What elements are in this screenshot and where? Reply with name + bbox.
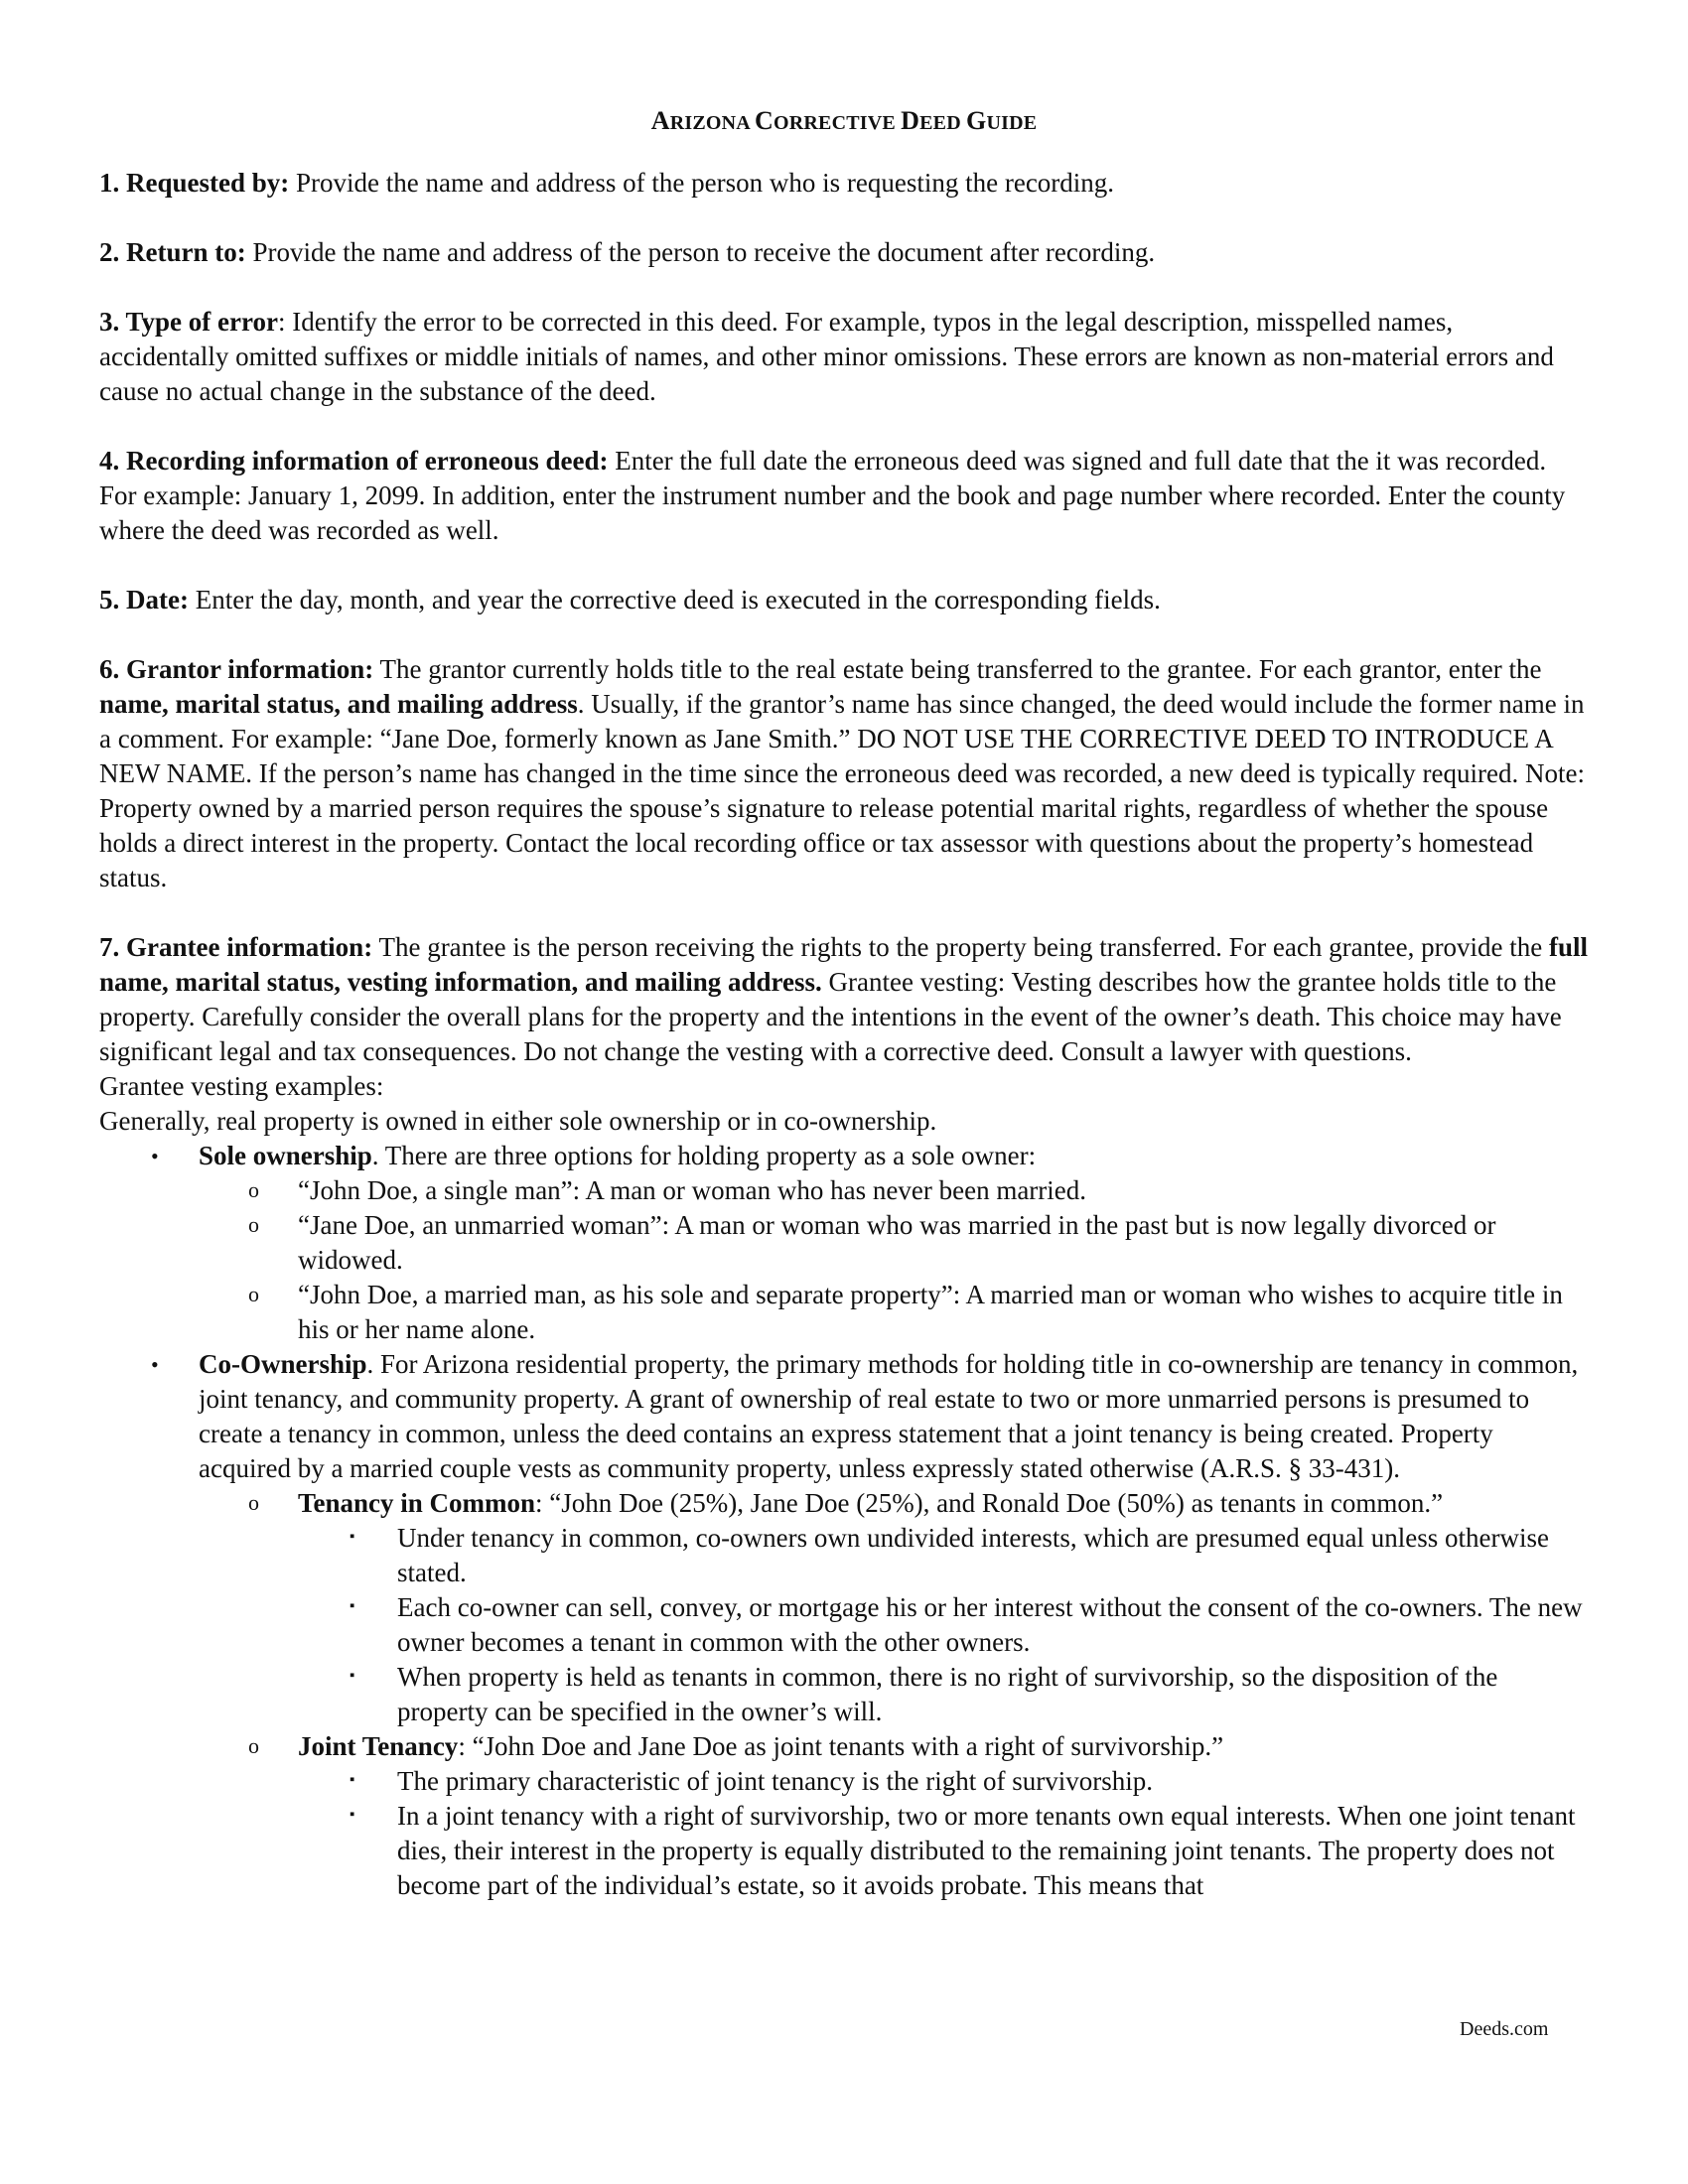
section-requested-by bbox=[99, 166, 1589, 201]
title-part: ORRECTIVE bbox=[773, 112, 902, 134]
title-part: C bbox=[755, 106, 774, 135]
square-bullet-icon: ▪ bbox=[350, 1772, 355, 1788]
item-text: “John Doe, a single man”: A man or woman who has never been married. bbox=[298, 1175, 1087, 1205]
vesting-examples-heading: Grantee vesting examples: bbox=[99, 1071, 384, 1101]
list-item-co-ownership bbox=[99, 1347, 1589, 1903]
list-item bbox=[99, 1590, 1589, 1660]
item-text: : “John Doe and Jane Doe as joint tenants with a right of survivorship.” bbox=[458, 1731, 1224, 1761]
section-text: Grantee vesting: Vesting describes how the grantee holds title to the property. Carefully consider the overall plans for the property and the intentions in the event of the owner’s death. This choice may have significant legal and tax consequences. Do not change the vesting with a corrective deed. Consult a lawyer with questions. bbox=[99, 967, 1562, 1066]
list-item bbox=[99, 1660, 1589, 1729]
section-grantor-information bbox=[99, 652, 1589, 895]
list-item-sole-ownership bbox=[99, 1139, 1589, 1347]
footer-brand: Deeds.com bbox=[1460, 2018, 1549, 2040]
title-part: EED bbox=[919, 112, 967, 134]
section-text: Provide the name and address of the person to receive the document after recording. bbox=[245, 237, 1156, 267]
square-bullet-icon: ▪ bbox=[350, 1807, 355, 1823]
section-text: The grantor currently holds title to the real estate being transferred to the grantee. For each grantor, enter the bbox=[373, 654, 1542, 684]
list-item bbox=[99, 1764, 1589, 1799]
section-text: Enter the full date the erroneous deed was signed and full date that the it was recorded. For example: January 1, 2099. In addition, enter the instrument number and the book and page number where recorded. Enter the county where the deed was recorded as well. bbox=[99, 446, 1566, 545]
list-item bbox=[99, 1173, 1589, 1208]
item-text: “John Doe, a married man, as his sole and separate property”: A married man or woman who wishes to acquire title in his or her name alone. bbox=[298, 1280, 1563, 1344]
item-text: The primary characteristic of joint tenancy is the right of survivorship. bbox=[397, 1766, 1154, 1796]
square-bullet-icon: ▪ bbox=[350, 1598, 355, 1614]
document-page bbox=[99, 103, 1589, 1903]
list-item-joint-tenancy bbox=[99, 1729, 1589, 1903]
section-label: 7. Grantee information: bbox=[99, 932, 373, 962]
section-text: : Identify the error to be corrected in this deed. For example, typos in the legal description, misspelled names, accidentally omitted suffixes or middle initials of names, and other minor omissions. These errors are known as non-material errors and cause no actual change in the substance of the deed. bbox=[99, 307, 1554, 406]
item-label: Co-Ownership bbox=[199, 1349, 367, 1379]
ownership-list bbox=[99, 1139, 1589, 1903]
item-text: “Jane Doe, an unmarried woman”: A man or woman who was married in the past but is now legally divorced or widowed. bbox=[298, 1210, 1496, 1275]
title-part: RIZONA bbox=[669, 112, 755, 134]
circle-bullet-icon: o bbox=[248, 1490, 259, 1515]
section-text: Provide the name and address of the person who is requesting the recording. bbox=[289, 168, 1115, 198]
bullet-icon: • bbox=[151, 1352, 159, 1377]
section-grantee-information bbox=[99, 930, 1589, 1069]
item-text: In a joint tenancy with a right of survivorship, two or more tenants own equal interests. When one joint tenant dies, their interest in the property is equally distributed to the remaining joint tenants. The property does not become part of the individual’s estate, so it avoids probate. This means that bbox=[397, 1801, 1576, 1900]
square-bullet-icon: ▪ bbox=[350, 1529, 355, 1545]
section-label: 4. Recording information of erroneous deed: bbox=[99, 446, 609, 476]
section-label: 3. Type of error bbox=[99, 307, 278, 337]
section-label: 1. Requested by: bbox=[99, 168, 290, 198]
section-date bbox=[99, 583, 1589, 617]
item-text: When property is held as tenants in common, there is no right of survivorship, so the disposition of the property can be specified in the owner’s will. bbox=[397, 1662, 1498, 1726]
vesting-examples-intro: Generally, real property is owned in either sole ownership or in co-ownership. bbox=[99, 1106, 937, 1136]
list-item-tenancy-in-common bbox=[99, 1486, 1589, 1729]
circle-bullet-icon: o bbox=[248, 1282, 259, 1306]
section-return-to bbox=[99, 235, 1589, 270]
section-label: 5. Date: bbox=[99, 585, 189, 614]
section-text: . Usually, if the grantor’s name has since changed, the deed would include the former name in a comment. For example: “Jane Doe, formerly known as Jane Smith.” DO NOT USE THE CORRECTIVE DEED TO INTRODUCE A NEW NAME. If the person’s name has changed in the time since the erroneous deed was recorded, a new deed is typically required. Note: Property owned by a married person requires the spouse’s signature to release potential marital rights, regardless of whether the spouse holds a direct interest in the property. Contact the local recording office or tax assessor with questions about the property’s homestead status. bbox=[99, 689, 1585, 892]
section-emphasis: name, marital status, and mailing address bbox=[99, 689, 578, 719]
section-emphasis: full name, marital status, vesting information, and mailing address. bbox=[99, 932, 1589, 997]
title-part: G bbox=[966, 106, 987, 135]
item-text: : “John Doe (25%), Jane Doe (25%), and Ronald Doe (50%) as tenants in common.” bbox=[535, 1488, 1444, 1518]
list-item bbox=[99, 1521, 1589, 1590]
item-text: Each co-owner can sell, convey, or mortgage his or her interest without the consent of the co-owners. The new owner becomes a tenant in common with the other owners. bbox=[397, 1592, 1583, 1657]
item-text: . For Arizona residential property, the primary methods for holding title in co-ownership are tenancy in common, joint tenancy, and community property. A grant of ownership of real estate to two or more unmarried persons is presumed to create a tenancy in common, unless the deed contains an express statement that a joint tenancy is being created. Property acquired by a married couple vests as community property, unless expressly stated otherwise (A.R.S. § 33-431). bbox=[199, 1349, 1579, 1483]
section-label: 2. Return to: bbox=[99, 237, 246, 267]
item-label: Joint Tenancy bbox=[298, 1731, 459, 1761]
item-label: Tenancy in Common bbox=[298, 1488, 536, 1518]
section-type-of-error bbox=[99, 305, 1589, 409]
list-item bbox=[99, 1208, 1589, 1278]
section-text: The grantee is the person receiving the rights to the property being transferred. For each grantee, provide the bbox=[372, 932, 1550, 962]
item-text: . There are three options for holding property as a sole owner: bbox=[371, 1141, 1037, 1170]
list-item bbox=[99, 1799, 1589, 1903]
page-title bbox=[99, 103, 1589, 138]
item-text: Under tenancy in common, co-owners own undivided interests, which are presumed equal unless otherwise stated. bbox=[397, 1523, 1549, 1587]
item-label: Sole ownership bbox=[199, 1141, 372, 1170]
list-item bbox=[99, 1278, 1589, 1347]
bullet-icon: • bbox=[151, 1144, 159, 1168]
circle-bullet-icon: o bbox=[248, 1733, 259, 1758]
section-label: 6. Grantor information: bbox=[99, 654, 374, 684]
title-part: A bbox=[650, 106, 670, 135]
circle-bullet-icon: o bbox=[248, 1177, 259, 1202]
square-bullet-icon: ▪ bbox=[350, 1668, 355, 1684]
section-recording-information bbox=[99, 444, 1589, 548]
title-part: D bbox=[901, 106, 920, 135]
circle-bullet-icon: o bbox=[248, 1212, 259, 1237]
title-part: UIDE bbox=[986, 112, 1038, 134]
section-text: Enter the day, month, and year the corrective deed is executed in the corresponding fields. bbox=[188, 585, 1161, 614]
